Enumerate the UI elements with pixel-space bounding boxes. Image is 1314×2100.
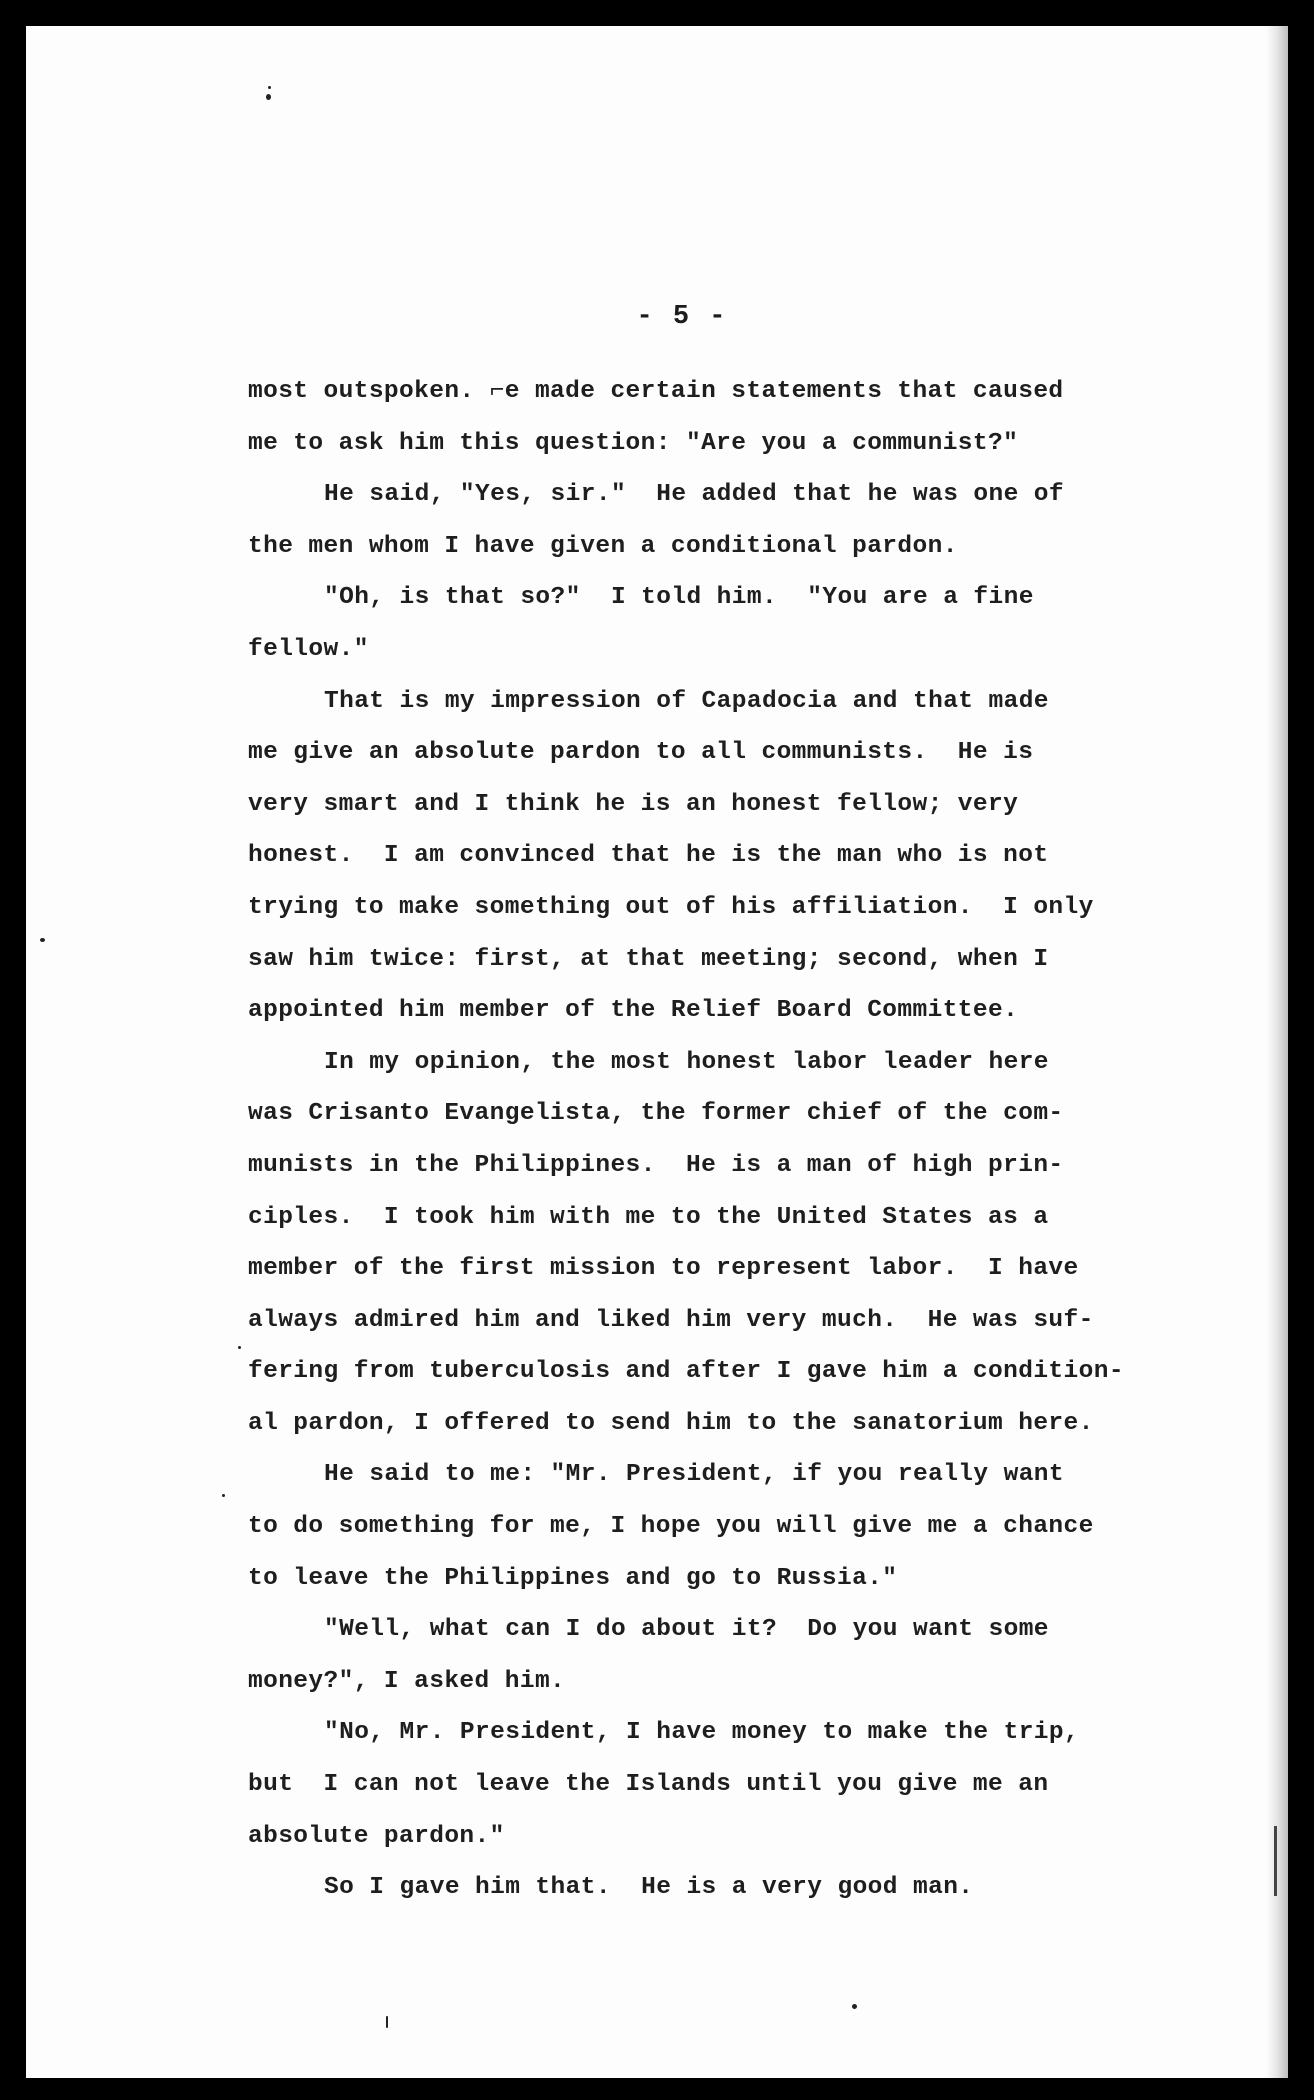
edge-smudge [1274, 1826, 1277, 1896]
text-line: honest. I am convinced that he is the man who is not [248, 842, 1049, 870]
text-line: appointed him member of the Relief Board Committee. [248, 997, 1019, 1025]
text-line: absolute pardon." [248, 1822, 505, 1850]
text-line: but I can not leave the Islands until you give me an [248, 1771, 1049, 1799]
text-line: member of the first mission to represent labor. I have [248, 1255, 1079, 1283]
text-line: "Well, what can I do about it? Do you want some [324, 1616, 1049, 1644]
text-line: He said, "Yes, sir." He added that he was one of [324, 481, 1065, 509]
ink-speck [238, 1346, 241, 1349]
ink-speck [268, 86, 271, 89]
text-line: very smart and I think he is an honest fellow; very [248, 790, 1019, 818]
text-line: munists in the Philippines. He is a man of high prin- [248, 1151, 1064, 1179]
text-line: me to ask him this question: "Are you a communist?" [248, 429, 1019, 457]
text-line: always admired him and liked him very much. He was suf- [248, 1306, 1094, 1334]
ink-speck [386, 2016, 388, 2028]
text-line: In my opinion, the most honest labor leader here [324, 1048, 1049, 1076]
page-body [248, 366, 1208, 1914]
text-line: fellow." [248, 635, 369, 663]
ink-speck [222, 1494, 225, 1497]
text-line: the men whom I have given a conditional pardon. [248, 532, 958, 560]
text-line: "No, Mr. President, I have money to make the trip, [324, 1719, 1080, 1747]
text-line: That is my impression of Capadocia and that made [324, 687, 1049, 715]
text-line: "Oh, is that so?" I told him. "You are a fine [324, 584, 1034, 612]
text-line: to do something for me, I hope you will give me a chance [248, 1513, 1094, 1541]
ink-speck [266, 94, 271, 100]
text-line: fering from tuberculosis and after I gave him a condition- [248, 1358, 1124, 1386]
text-line: So I gave him that. He is a very good man. [324, 1874, 974, 1902]
text-line: He said to me: "Mr. President, if you really want [324, 1461, 1065, 1489]
text-line: to leave the Philippines and go to Russia." [248, 1564, 898, 1592]
ink-speck [852, 2004, 857, 2009]
text-line: money?", I asked him. [248, 1667, 566, 1695]
text-line: trying to make something out of his affiliation. I only [248, 893, 1094, 921]
text-line: ciples. I took him with me to the United States as a [248, 1203, 1049, 1231]
page-number: - 5 - [636, 302, 728, 332]
text-line: saw him twice: first, at that meeting; second, when I [248, 945, 1049, 973]
text-line: most outspoken. ⌐e made certain statements that caused [248, 378, 1064, 405]
page-edge-shadow [1266, 26, 1288, 2078]
ink-speck [40, 938, 45, 942]
text-line: me give an absolute pardon to all communists. He is [248, 739, 1034, 767]
document-page [26, 26, 1284, 2078]
text-line: was Crisanto Evangelista, the former chief of the com- [248, 1100, 1064, 1128]
text-line: al pardon, I offered to send him to the sanatorium here. [248, 1409, 1094, 1437]
